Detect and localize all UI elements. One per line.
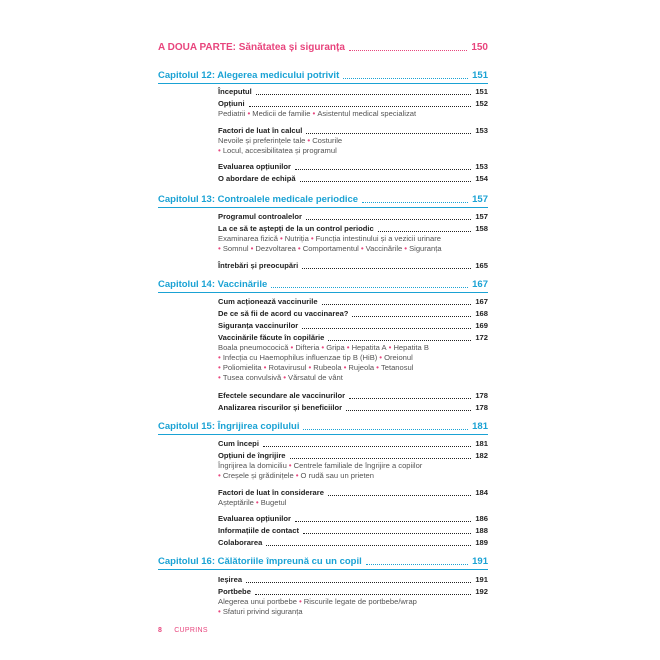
- leader-dots: [352, 315, 471, 317]
- toc-entry[interactable]: [218, 162, 488, 171]
- entry-title: Siguranța vaccinurilor: [218, 321, 299, 330]
- toc-entry[interactable]: [218, 87, 488, 96]
- entry-title: Programul controalelor: [218, 212, 302, 221]
- chapter-title: Capitolul 14: Vaccinările: [158, 279, 268, 290]
- entry-title: Întrebări și preocupări: [218, 261, 299, 270]
- subtopic: Asistentul medical specializat: [317, 109, 417, 118]
- entry-page: 153: [475, 126, 488, 135]
- subtopic: Boala pneumococică: [218, 343, 289, 352]
- leader-dots: [306, 132, 471, 134]
- subtopic: Creșele și grădinițele: [222, 471, 294, 480]
- entry-title: Efectele secundare ale vaccinurilor: [218, 391, 346, 400]
- subtopic: Tusea convulsivă: [222, 373, 282, 382]
- subtopic: Așteptările: [218, 498, 254, 507]
- leader-dots: [322, 303, 472, 305]
- leader-dots: [346, 409, 471, 411]
- entry-page: 165: [475, 261, 488, 270]
- chapter-divider: [158, 83, 488, 84]
- subtopic: Rubeola: [313, 363, 342, 372]
- toc-entry[interactable]: [218, 403, 488, 412]
- entry-title: O abordare de echipă: [218, 174, 296, 183]
- subtopic: Hepatita A: [351, 343, 387, 352]
- leader-dots: [302, 327, 471, 329]
- entry-page: 186: [475, 514, 488, 523]
- subtopic: Infecția cu Haemophilus influenzae tip B (HiB): [222, 353, 378, 362]
- entry-title: La ce să te aștepți de la un control periodic: [218, 224, 374, 233]
- subtopics: • Locul, accesibilitatea și programul: [218, 146, 337, 155]
- entry-page: 158: [475, 224, 488, 233]
- entry-title: Evaluarea opțiunilor: [218, 514, 292, 523]
- toc-entry[interactable]: [218, 526, 488, 535]
- entry-page: 157: [475, 212, 488, 221]
- page-footer: [158, 627, 208, 634]
- subtopic: Riscurile legate de portbebe/wrap: [303, 597, 417, 606]
- subtopic: Vaccinările: [365, 244, 403, 253]
- leader-dots: [362, 201, 468, 203]
- subtopic: Nevoile și preferințele tale: [218, 136, 306, 145]
- entry-title: Portbebe: [218, 587, 251, 596]
- subtopic: Bugetul: [260, 498, 287, 507]
- toc-entry[interactable]: [218, 538, 488, 547]
- leader-dots: [300, 180, 472, 182]
- subtopics: • Tusea convulsivă • Vărsatul de vânt: [218, 373, 343, 382]
- subtopic: Examinarea fizică: [218, 234, 278, 243]
- subtopic: Medicii de familie: [252, 109, 311, 118]
- entry-title: Vaccinările făcute în copilărie: [218, 333, 325, 342]
- chapter-title: Capitolul 12: Alegerea medicului potrivit: [158, 70, 340, 81]
- entry-page: 182: [475, 451, 488, 460]
- chapter-page: 151: [472, 70, 488, 81]
- entry-page: 178: [475, 391, 488, 400]
- entry-page: 169: [475, 321, 488, 330]
- subtopic: Pediatrii: [218, 109, 246, 118]
- leader-dots: [246, 581, 471, 583]
- subtopic: Centrele familiale de îngrijire a copiilor: [293, 461, 423, 470]
- leader-dots: [255, 593, 471, 595]
- subtopics: Pediatrii • Medicii de familie • Asistentul medical specializat: [218, 109, 417, 118]
- toc-entry[interactable]: [218, 439, 488, 448]
- entry-page: 192: [475, 587, 488, 596]
- entry-title: De ce să fii de acord cu vaccinarea?: [218, 309, 349, 318]
- chapter-15-heading[interactable]: [158, 421, 488, 432]
- leader-dots: [366, 563, 468, 565]
- chapter-title: Capitolul 15: Îngrijirea copilului: [158, 421, 300, 432]
- entry-page: 181: [475, 439, 488, 448]
- chapter-divider: [158, 292, 488, 293]
- subtopics: • Creșele și grădinițele • O rudă sau un prieten: [218, 471, 375, 480]
- chapter-divider: [158, 569, 488, 570]
- leader-dots: [378, 230, 472, 232]
- leader-dots: [256, 93, 472, 95]
- subtopics: Boala pneumococică • Difteria • Gripa • Hepatita A • Hepatita B: [218, 343, 429, 352]
- entry-page: 191: [475, 575, 488, 584]
- entry-page: 168: [475, 309, 488, 318]
- toc-entry[interactable]: [218, 297, 488, 306]
- chapter-title: Capitolul 13: Controalele medicale periodice: [158, 194, 359, 205]
- subtopics: • Infecția cu Haemophilus influenzae tip B (HiB) • Oreionul: [218, 353, 413, 362]
- subtopic: Comportamentul: [302, 244, 359, 253]
- toc-entry[interactable]: [218, 451, 488, 460]
- subtopic: Somnul: [222, 244, 249, 253]
- chapter-page: 191: [472, 556, 488, 567]
- entry-title: Factori de luat în calcul: [218, 126, 303, 135]
- page-number: 8: [158, 627, 163, 634]
- entry-page: 153: [475, 162, 488, 171]
- leader-dots: [328, 339, 471, 341]
- entry-title: Începutul: [218, 87, 252, 96]
- chapter-14-heading[interactable]: [158, 279, 488, 290]
- leader-dots: [306, 218, 471, 220]
- subtopics: Examinarea fizică • Nutriția • Funcția intestinului și a vezicii urinare: [218, 234, 441, 243]
- toc-entry[interactable]: [218, 99, 488, 108]
- entry-page: 172: [475, 333, 488, 342]
- subtopic: Siguranța: [409, 244, 442, 253]
- entry-title: Opțiuni de îngrijire: [218, 451, 286, 460]
- chapter-divider: [158, 434, 488, 435]
- leader-dots: [343, 77, 468, 79]
- subtopic: Hepatita B: [393, 343, 429, 352]
- toc-entry[interactable]: [218, 391, 488, 400]
- chapter-13-heading[interactable]: [158, 194, 488, 205]
- entry-title: Cum începi: [218, 439, 259, 448]
- entry-title: Evaluarea opțiunilor: [218, 162, 292, 171]
- entry-title: Ieșirea: [218, 575, 243, 584]
- leader-dots: [295, 168, 471, 170]
- entry-page: 189: [475, 538, 488, 547]
- entry-title: Colaborarea: [218, 538, 263, 547]
- part-page: 150: [471, 42, 488, 53]
- toc-entry[interactable]: [218, 321, 488, 330]
- entry-page: 151: [475, 87, 488, 96]
- leader-dots: [295, 520, 471, 522]
- subtopics: Îngrijirea la domiciliu • Centrele familiale de îngrijire a copiilor: [218, 461, 423, 470]
- entry-title: Cum acționează vaccinurile: [218, 297, 318, 306]
- toc-entry[interactable]: [218, 514, 488, 523]
- chapter-page: 157: [472, 194, 488, 205]
- subtopic: Difteria: [295, 343, 320, 352]
- leader-dots: [303, 428, 468, 430]
- toc-entry[interactable]: [218, 333, 488, 342]
- leader-dots: [328, 494, 471, 496]
- chapter-page: 167: [472, 279, 488, 290]
- toc-entry[interactable]: [218, 224, 488, 233]
- subtopic: Dezvoltarea: [255, 244, 296, 253]
- leader-dots: [249, 105, 472, 107]
- subtopic: Costurile: [312, 136, 343, 145]
- chapter-title: Capitolul 16: Călătoriile împreună cu un copil: [158, 556, 362, 567]
- toc-entry[interactable]: [218, 126, 488, 135]
- part-title: A DOUA PARTE: Sănătatea și siguranța: [158, 42, 345, 53]
- subtopic: Poliomielita: [222, 363, 262, 372]
- subtopic: Alegerea unui portbebe: [218, 597, 297, 606]
- toc-entry[interactable]: [218, 212, 488, 221]
- entry-title: Opțiuni: [218, 99, 245, 108]
- leader-dots: [263, 445, 471, 447]
- entry-page: 167: [475, 297, 488, 306]
- subtopic: Rotavirusul: [268, 363, 307, 372]
- toc-entry[interactable]: [218, 174, 488, 183]
- toc-entry[interactable]: [218, 309, 488, 318]
- entry-title: Factori de luat în considerare: [218, 488, 324, 497]
- subtopic: Locul, accesibilitatea și programul: [222, 146, 337, 155]
- entry-page: 154: [475, 174, 488, 183]
- toc-entry[interactable]: [218, 587, 488, 596]
- subtopic: Gripa: [326, 343, 345, 352]
- chapter-12-heading[interactable]: [158, 70, 488, 81]
- leader-dots: [271, 286, 468, 288]
- leader-dots: [303, 532, 471, 534]
- chapter-page: 181: [472, 421, 488, 432]
- subtopic: Vărsatul de vânt: [288, 373, 343, 382]
- subtopics: • Sfaturi privind siguranța: [218, 607, 303, 616]
- leader-dots: [302, 267, 471, 269]
- toc-entry[interactable]: [218, 261, 488, 270]
- leader-dots: [349, 397, 471, 399]
- subtopic: Sfaturi privind siguranța: [222, 607, 303, 616]
- subtopic: Rujeola: [348, 363, 375, 372]
- subtopics: Alegerea unui portbebe • Riscurile legate de portbebe/wrap: [218, 597, 417, 606]
- part-heading[interactable]: [158, 42, 488, 53]
- subtopic: O rudă sau un prieten: [300, 471, 375, 480]
- subtopics: • Poliomielita • Rotavirusul • Rubeola • Rujeola • Tetanosul: [218, 363, 414, 372]
- entry-title: Informațiile de contact: [218, 526, 300, 535]
- entry-page: 184: [475, 488, 488, 497]
- entry-title: Analizarea riscurilor și beneficiilor: [218, 403, 343, 412]
- entry-page: 188: [475, 526, 488, 535]
- leader-dots: [349, 49, 467, 51]
- leader-dots: [266, 544, 471, 546]
- leader-dots: [290, 457, 472, 459]
- subtopic: Tetanosul: [380, 363, 414, 372]
- subtopic: Oreionul: [384, 353, 413, 362]
- toc-entry[interactable]: [218, 575, 488, 584]
- chapter-divider: [158, 207, 488, 208]
- entry-page: 152: [475, 99, 488, 108]
- toc-entry[interactable]: [218, 488, 488, 497]
- footer-section: CUPRINS: [174, 627, 208, 634]
- subtopic: Îngrijirea la domiciliu: [218, 461, 287, 470]
- entry-page: 178: [475, 403, 488, 412]
- chapter-16-heading[interactable]: [158, 556, 488, 567]
- subtopics: Nevoile și preferințele tale • Costurile: [218, 136, 343, 145]
- subtopic: Nutriția: [284, 234, 309, 243]
- subtopics: Așteptările • Bugetul: [218, 498, 287, 507]
- subtopic: Funcția intestinului și a vezicii urinare: [315, 234, 441, 243]
- subtopics: • Somnul • Dezvoltarea • Comportamentul • Vaccinările • Siguranța: [218, 244, 442, 253]
